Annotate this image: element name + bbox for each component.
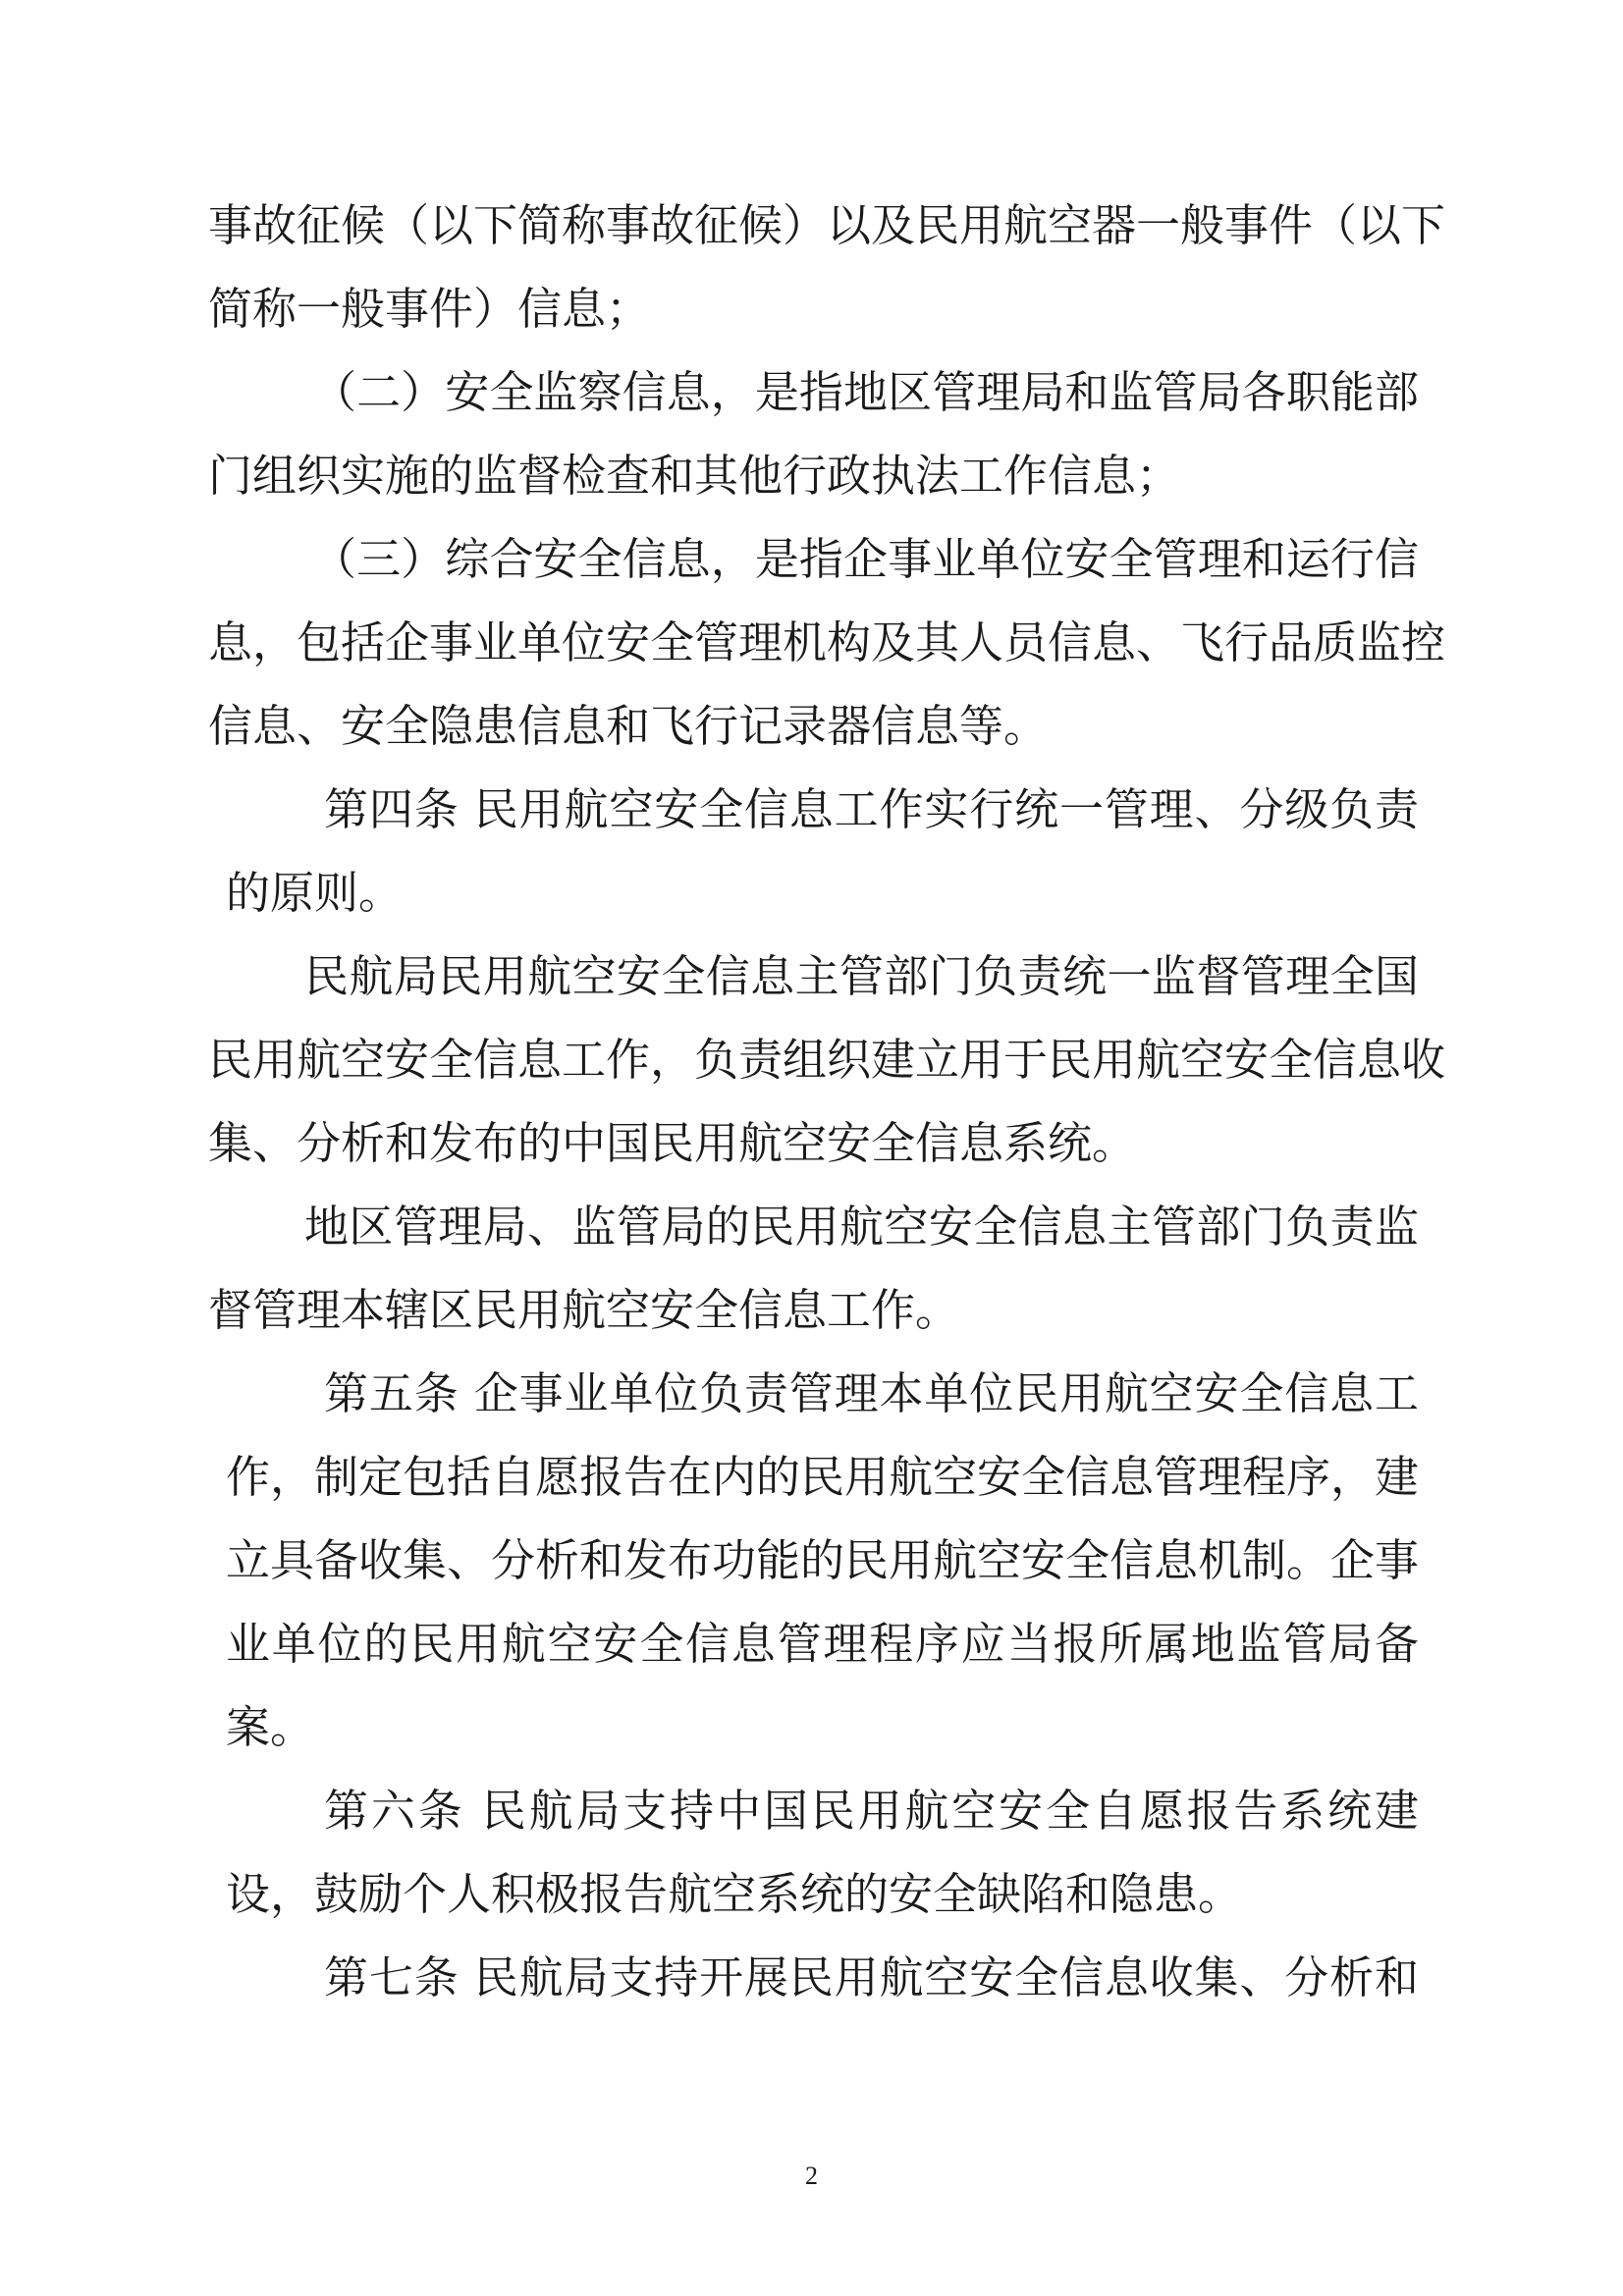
article-heading-line: 第四条 民用航空安全信息工作实行统一管理、分级负责	[324, 783, 1419, 835]
text-line: （三）综合安全信息，是指企事业单位安全管理和运行信	[312, 533, 1419, 585]
article-heading-line: 第七条 民航局支持开展民用航空安全信息收集、分析和	[324, 1951, 1419, 2003]
text-line: 设，鼓励个人积极报告航空系统的安全缺陷和隐患。	[226, 1868, 1243, 1920]
text-line: 门组织实施的监督检查和其他行政执法工作信息；	[208, 450, 1181, 502]
text-line: 息，包括企事业单位安全管理机构及其人员信息、飞行品质监控	[208, 616, 1446, 668]
text-line: 作，制定包括自愿报告在内的民用航空安全信息管理程序，建	[226, 1451, 1420, 1503]
text-line: 地区管理局、监管局的民用航空安全信息主管部门负责监	[304, 1201, 1419, 1253]
text-line: 督管理本辖区民用航空安全信息工作。	[208, 1284, 960, 1336]
page-number: 2	[805, 2162, 818, 2190]
text-line: （二）安全监察信息，是指地区管理局和监管局各职能部	[312, 366, 1419, 418]
text-line: 案。	[226, 1701, 315, 1753]
text-line: 信息、安全隐患信息和飞行记录器信息等。	[208, 700, 1049, 752]
text-line: 民航局民用航空安全信息主管部门负责统一监督管理全国	[304, 950, 1419, 1002]
text-line: 事故征候（以下简称事故征候）以及民用航空器一般事件（以下	[208, 199, 1446, 251]
text-line: 集、分析和发布的中国民用航空安全信息系统。	[208, 1117, 1137, 1169]
text-line: 的原则。	[226, 867, 404, 919]
text-line: 业单位的民用航空安全信息管理程序应当报所属地监管局备	[226, 1618, 1419, 1670]
article-heading-line: 第五条 企事业单位负责管理本单位民用航空安全信息工	[324, 1367, 1419, 1419]
text-line: 民用航空安全信息工作，负责组织建立用于民用航空安全信息收	[208, 1034, 1446, 1086]
article-heading-line: 第六条 民航局支持中国民用航空安全自愿报告系统建	[324, 1785, 1419, 1837]
text-line: 立具备收集、分析和发布功能的民用航空安全信息机制。企事	[226, 1534, 1420, 1586]
text-line: 简称一般事件）信息；	[208, 283, 651, 335]
